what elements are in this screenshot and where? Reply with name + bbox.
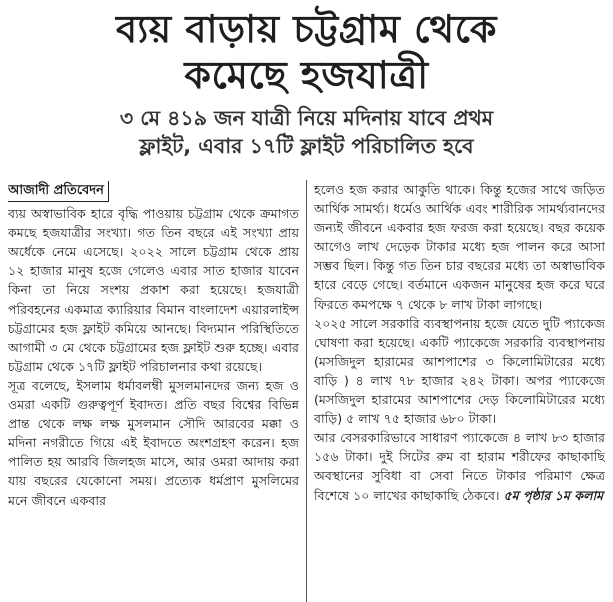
paragraph: ব্যয় অস্বাভাবিক হারে বৃদ্ধি পাওয়ায় চট্টগ্রাম থেকে ক্রমাগত কমছে হজযাত্রীর সংখ্যা। গত তিন বছরে এই সংখ্যা প্রায় অর্ধেকে নেমে এসেছে। ২০২২ সালে চট্টগ্রাম থেকে প্রায় ১২ হাজার মানুষ হজে গেলেও এবার সাত হাজার যাবেন কিনা তা নিয়ে সংশয় প্রকাশ করা হয়েছে। হজযাত্রী পরিবহনের একমাত্র ক্যারিয়ার বিমান বাংলাদেশ এয়ারলাইন্স চট্টগ্রামের হজ ফ্লাইট কমিয়ে আনছে। বিদ্যমান পরিস্থিতিতে আগামী ৩ মে থেকে চট্টগ্রামের হজ ফ্লাইট শুরু হচ্ছে। এবার চট্টগ্রাম থেকে ১৭টি ফ্লাইট পরিচালনার কথা রয়েছে। — [8, 206, 299, 374]
article-columns — [8, 180, 605, 602]
continuation-link[interactable]: ৫ম পৃষ্ঠার ১ম কলাম — [503, 487, 604, 503]
paragraph: সূত্র বলেছে, ইসলাম ধর্মাবলম্বী মুসলমানদের জন্য হজ ও ওমরা একটি গুরুত্বপূর্ণ ইবাদত। প্রতি বছর বিশ্বের বিভিন্ন প্রান্ত থেকে লক্ষ লক্ষ মুসলমান সৌদি আরবের মক্কা ও মদিনা নগরীতে গিয়ে এই ইবাদতে অংশগ্রহণ করেন। হজ পালিত হয় আরবি জিলহজ মাসে, আর ওমরা আদায় করা যায় বছরের যেকোনো সময়। প্রত্যেক ধর্মপ্রাণ মুসলিমের মনে জীবনে একবার — [8, 377, 299, 508]
paragraph: ২০২৫ সালে সরকারি ব্যবস্থাপনায় হজে যেতে দুটি প্যাকেজ ঘোষণা করা হয়েছে। একটি প্যাকেজে সরকারি ব্যবস্থাপনায় (মসজিদুল হারামের আশপাশের ৩ কিলোমিটারের মধ্যে বাড়ি ) ৪ লাখ ৭৮ হাজার ২৪২ টাকা। অপর প্যাকেজে (মসজিদুল হারামের আশপাশের দেড় কিলোমিটারের মধ্যে বাড়ি) ৫ লাখ ৭৫ হাজার ৬৮০ টাকা। — [314, 315, 605, 427]
subheadline-line-1: ৩ মে ৪১৯ জন যাত্রী নিয়ে মদিনায় যাবে প্রথম — [119, 106, 494, 130]
subheadline — [8, 104, 605, 160]
right-column — [307, 180, 605, 602]
headline — [8, 6, 605, 98]
headline-line-1: ব্যয় বাড়ায় চট্টগ্রাম থেকে — [116, 6, 497, 51]
subheadline-line-2: ফ্লাইট, এবার ১৭টি ফ্লাইট পরিচালিত হবে — [139, 134, 474, 158]
byline: আজাদী প্রতিবেদন — [8, 181, 109, 202]
paragraph: হলেও হজ করার আকুতি থাকে। কিন্তু হজের সাথে জড়িত আর্থিক সামর্থ্য। ধর্মেও আর্থিক এবং শারীরিক সামর্থ্যবানদের জন্যই জীবনে একবার হজ ফরজ করা হয়েছে। বছর কয়েক আগেও লাখ দেড়েক টাকার মধ্যে হজ পালন করে আসা সম্ভব ছিল। কিন্তু গত তিন চার বছরের মধ্যে তা অস্বাভাবিক হারে বেড়ে গেছে। বর্তমানে একজন মানুষের হজ করে ঘরে ফিরতে কমপক্ষে ৭ থেকে ৮ লাখ টাকা লাগছে। — [314, 182, 605, 312]
paragraph-last — [314, 428, 605, 504]
left-column — [8, 180, 306, 602]
paragraph-text: আর বেসরকারিভাবে সাধারণ প্যাকেজে ৪ লাখ ৮৩ হাজার ১৫৬ টাকা। দুই সিটের রুম বা হারাম শরীফের কাছাকাছি অবস্থানের সুবিধা বা সেবা নিতে টাকার পরিমাণ ক্ষেত্র বিশেষে ১০ লাখের কাছাকাছি ঠেকবে। — [314, 430, 605, 503]
headline-line-2: কমেছে হজযাত্রী — [184, 52, 429, 97]
